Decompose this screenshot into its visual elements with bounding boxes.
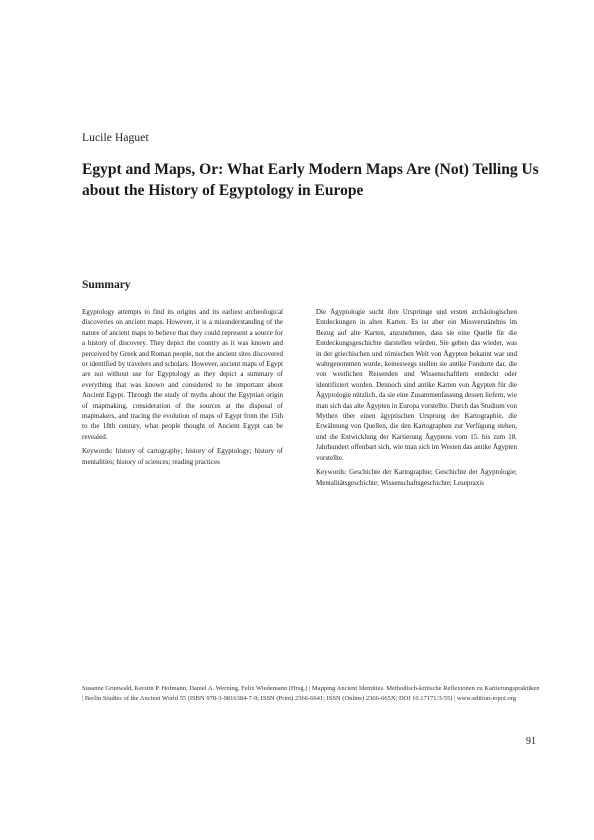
keywords-german: Keywords: Geschichte der Kartographie; Geschichte der Ägyptologie; Mentalitätsgeschichte; Wissenschaftsgeschichte; Lesepraxis: [316, 468, 517, 487]
abstract-column-german: [316, 307, 517, 492]
keywords-english: Keywords: history of cartography; history of Egyptology; history of mentalities; history of sciences; reading practices: [82, 447, 283, 466]
abstract-german: Die Ägyptologie sucht ihre Ursprünge und ersten archäologischen Entdeckungen in alten Karten. Es ist aber ein Missverständnis im Bezug auf alte Karten, anzunehmen, dass sie eine Quelle für die Entdeckungsgeschichte darstellen würden. Sie geben das wieder, was in der griechischen und römischen Welt von Ägypten bekannt war und wahrgenommen wurde, keineswegs stellen sie antike Fundorte dar, die von westlichen Reisenden und Wissenschaftlern entdeckt oder identifiziert wurden. Dennoch sind antike Karten von Ägypten für die Ägyptologie nützlich, da sie eine Zusammenfassung dessen liefern, wie man sich das alte Ägypten in Europa vorstellte. Durch das Studium von Mythen über einen ägyptischen Ursprung der Kartographie, die Erwähnung von Quellen, die den Kartographen zur Verfügung stehen, und die Entwicklung der Kartierung Ägyptens vom 15. bis zum 18. Jahrhundert offenbart sich, wie man sich im Westen das antike Ägypten vorstellte.: [316, 308, 517, 462]
abstract-english: Egyptology attempts to find its origins and its earliest archeological discoveries on ancient maps. However, it is a misunderstanding of the nature of ancient maps to believe that they could represent a source for a history of discovery. They depict the country as it was known and perceived by Greek and Roman people, not the ancient sites discovered or identified by travelers and scholars. However, ancient maps of Egypt are not without use for Egyptology as they depict a summary of everything that was known and considered to be important about Ancient Egypt. Through the study of myths about the Egyptian origin of mapmaking, consideration of the sources at the disposal of mapmakers, and tracing the evolution of maps of Egypt from the 15th to the 18th century, what people thought of Ancient Egypt can be revealed.: [82, 308, 283, 441]
page-number: 91: [526, 736, 536, 747]
footer-citation: Susanne Grunwald, Kerstin P. Hofmann, Daniel A. Werning, Felix Wiedemann (Hrsg.) | Mapping Ancient Identities. Methodisch-kritische Reflexionen zu Kartierungspraktiken | Berlin Studies of the Ancient World 55 (ISBN 978-3-9816384-7-9; ISSN (Print) 2366-6641; ISSN (Online) 2366-665X; DOI 10.17171/3-55) | www.edition-topoi.org: [82, 685, 540, 703]
summary-heading: Summary: [82, 279, 131, 291]
author-name: Lucile Haguet: [82, 132, 149, 144]
paper-title: Egypt and Maps, Or: What Early Modern Maps Are (Not) Telling Us about the History of Egyptology in Europe: [82, 161, 539, 199]
abstract-column-english: [82, 307, 283, 471]
